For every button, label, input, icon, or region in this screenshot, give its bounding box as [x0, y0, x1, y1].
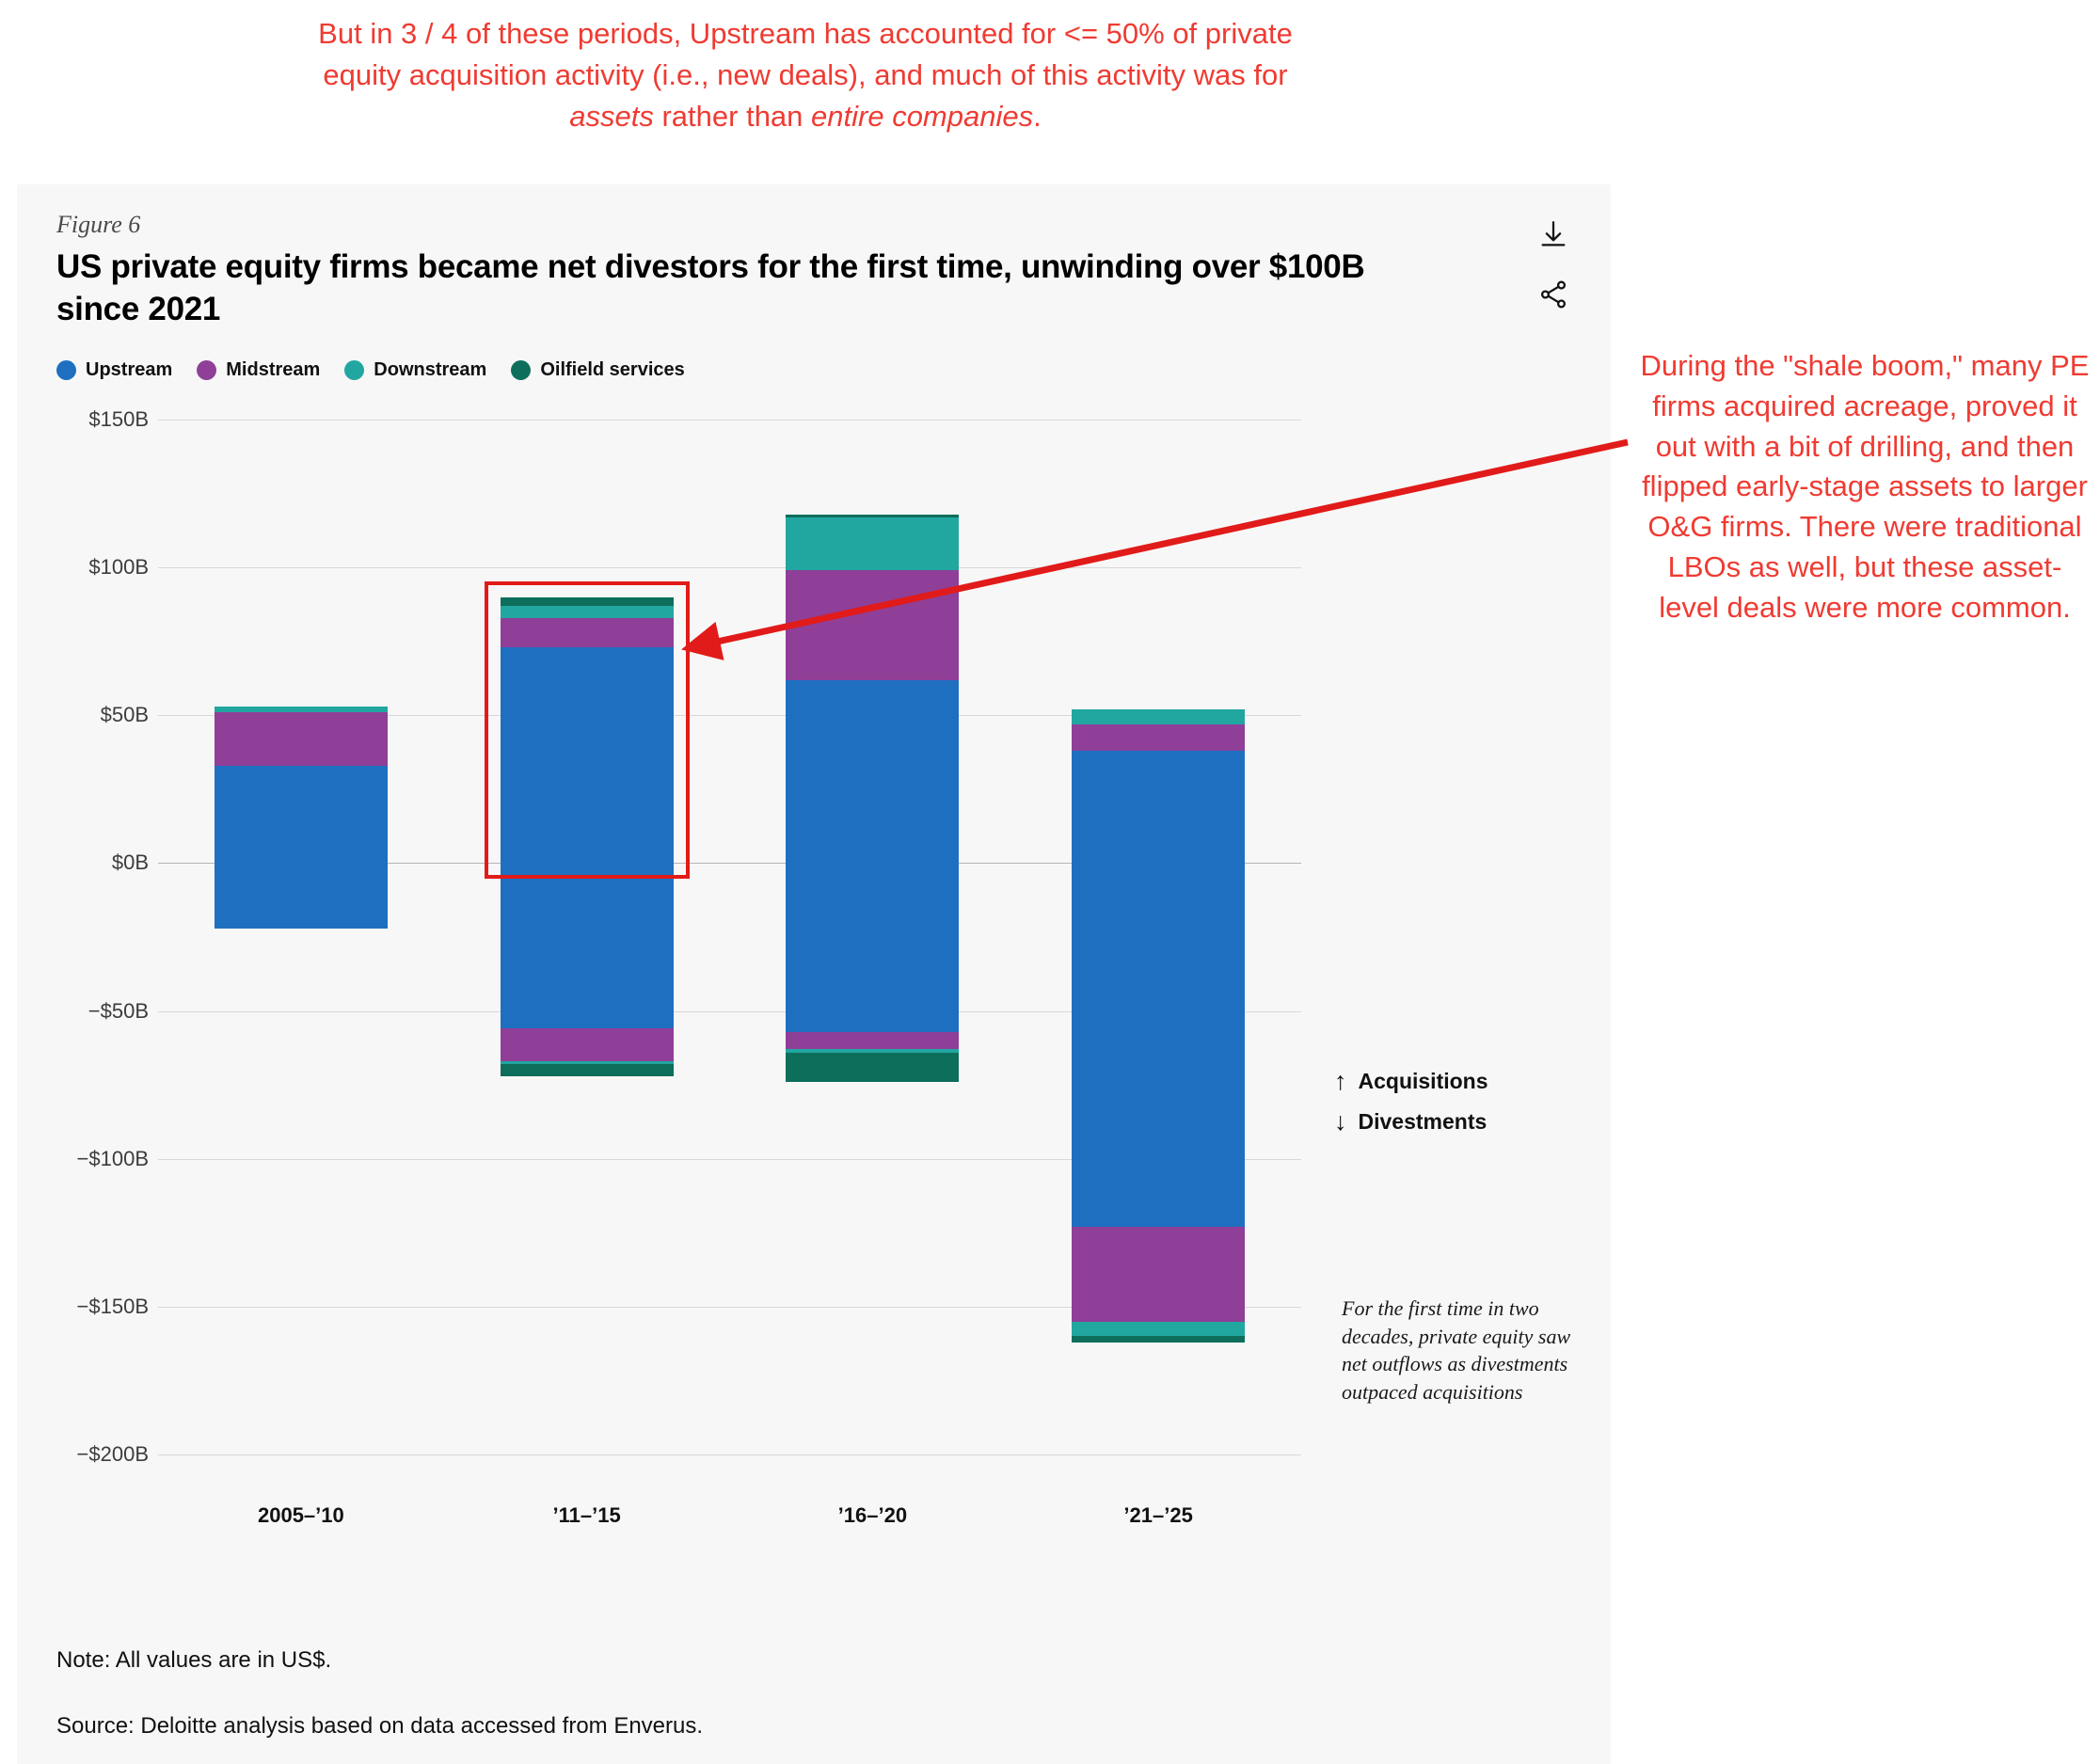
legend-label-midstream: Midstream — [226, 359, 321, 380]
x-tick-label: ’11–’15 — [552, 1503, 621, 1527]
legend-item-oilfield-services[interactable] — [511, 359, 684, 381]
top-annotation-mid: rather than — [653, 100, 812, 134]
legend-label-oilfield-services: Oilfield services — [540, 359, 685, 380]
x-tick-label: ’16–’20 — [837, 1503, 908, 1527]
bar-segment-acq-upstream[interactable] — [501, 647, 674, 863]
right-annotation: During the "shale boom," many PE firms acquired acreage, proved it out with a bit of drilling, and then flipped early-stage assets to larger O&G firms. There were traditional LBOs as well, but these asset-level deals were more common. — [1640, 349, 2090, 624]
bar-segment-acq-downstream[interactable] — [501, 606, 674, 618]
bar-segment-acq-downstream[interactable] — [215, 707, 388, 712]
bar-group[interactable] — [786, 420, 959, 1454]
bar-group[interactable] — [1072, 420, 1245, 1454]
direction-key — [1334, 1069, 1488, 1150]
page-title: US private equity firms became net divestors for the first time, unwinding over $100B since 2021 — [56, 248, 1365, 327]
legend-label-upstream: Upstream — [86, 359, 173, 380]
bar-segment-div-downstream[interactable] — [1072, 1322, 1245, 1337]
key-divestments — [1334, 1109, 1488, 1135]
gridline--200 — [158, 1454, 1301, 1455]
top-annotation-em-companies: entire companies — [811, 100, 1034, 134]
bar-segment-div-upstream[interactable] — [1072, 863, 1245, 1227]
figure-card — [17, 184, 1611, 1764]
bar-segment-div-midstream[interactable] — [786, 1032, 959, 1050]
legend-dot-oilfield-services — [511, 360, 531, 380]
legend-label-downstream: Downstream — [374, 359, 487, 380]
bar-segment-acq-upstream[interactable] — [786, 680, 959, 864]
chart-plot-area — [76, 407, 1301, 1527]
bar-segment-acq-oilfield-services[interactable] — [501, 597, 674, 606]
key-acquisitions — [1334, 1069, 1488, 1094]
arrow-down-icon: ↓ — [1334, 1107, 1347, 1136]
y-tick-label: −$200B — [76, 1442, 149, 1466]
bar-segment-acq-upstream[interactable] — [215, 766, 388, 864]
share-icon[interactable] — [1537, 278, 1569, 310]
figure-label: Figure 6 — [56, 211, 141, 238]
chart-legend — [56, 359, 685, 381]
top-annotation — [90, 13, 1520, 137]
x-tick-label: ’21–’25 — [1123, 1503, 1193, 1527]
bar-segment-div-upstream[interactable] — [215, 863, 388, 928]
bar-segment-div-oilfield-services[interactable] — [786, 1053, 959, 1082]
source-text: Source: Deloitte analysis based on data accessed from Enverus. — [56, 1713, 704, 1739]
bar-segment-acq-oilfield-services[interactable] — [786, 515, 959, 517]
y-tick-label: −$50B — [88, 998, 149, 1023]
top-annotation-line-3 — [90, 96, 1520, 137]
top-annotation-em-assets: assets — [569, 100, 654, 134]
legend-dot-midstream — [197, 360, 216, 380]
bar-segment-div-upstream[interactable] — [501, 863, 674, 1028]
y-tick-label: $150B — [88, 407, 149, 431]
legend-dot-upstream — [56, 360, 76, 380]
legend-dot-downstream — [344, 360, 364, 380]
bar-segment-acq-midstream[interactable] — [1072, 724, 1245, 751]
note-text: Note: All values are in US$. — [56, 1647, 332, 1673]
y-tick-label: −$100B — [76, 1146, 149, 1170]
bar-segment-acq-upstream[interactable] — [1072, 751, 1245, 863]
arrow-up-icon: ↑ — [1334, 1067, 1347, 1095]
key-acquisitions-label: Acquisitions — [1358, 1069, 1488, 1093]
bar-group[interactable] — [501, 420, 674, 1454]
key-divestments-label: Divestments — [1358, 1109, 1488, 1134]
bar-segment-acq-downstream[interactable] — [1072, 709, 1245, 724]
bar-segment-div-midstream[interactable] — [1072, 1227, 1245, 1322]
legend-item-upstream[interactable] — [56, 359, 172, 381]
download-icon[interactable] — [1537, 218, 1569, 250]
legend-item-midstream[interactable] — [197, 359, 320, 381]
y-tick-label: $100B — [88, 555, 149, 580]
x-tick-label: 2005–’10 — [257, 1503, 344, 1527]
y-tick-label: $0B — [111, 850, 149, 875]
legend-item-downstream[interactable] — [344, 359, 486, 381]
y-tick-label: −$150B — [76, 1294, 149, 1318]
bar-segment-acq-downstream[interactable] — [786, 517, 959, 571]
bar-segment-div-midstream[interactable] — [501, 1028, 674, 1061]
bar-segment-div-oilfield-services[interactable] — [1072, 1336, 1245, 1342]
bar-segment-div-upstream[interactable] — [786, 863, 959, 1031]
y-tick-label: $50B — [100, 703, 149, 727]
top-annotation-line-1: But in 3 / 4 of these periods, Upstream has accounted for <= 50% of private — [318, 17, 1293, 50]
chart-side-note: For the first time in two decades, private equity saw net outflows as divestments outpaced acquisitions — [1342, 1296, 1571, 1405]
bar-group[interactable] — [215, 420, 388, 1454]
top-annotation-line-2: equity acquisition activity (i.e., new deals), and much of this activity was for — [323, 58, 1288, 92]
bar-segment-acq-midstream[interactable] — [215, 712, 388, 766]
bar-segment-acq-midstream[interactable] — [786, 570, 959, 679]
bar-segment-div-oilfield-services[interactable] — [501, 1064, 674, 1076]
bar-segment-acq-midstream[interactable] — [501, 618, 674, 647]
top-annotation-period: . — [1033, 100, 1042, 134]
